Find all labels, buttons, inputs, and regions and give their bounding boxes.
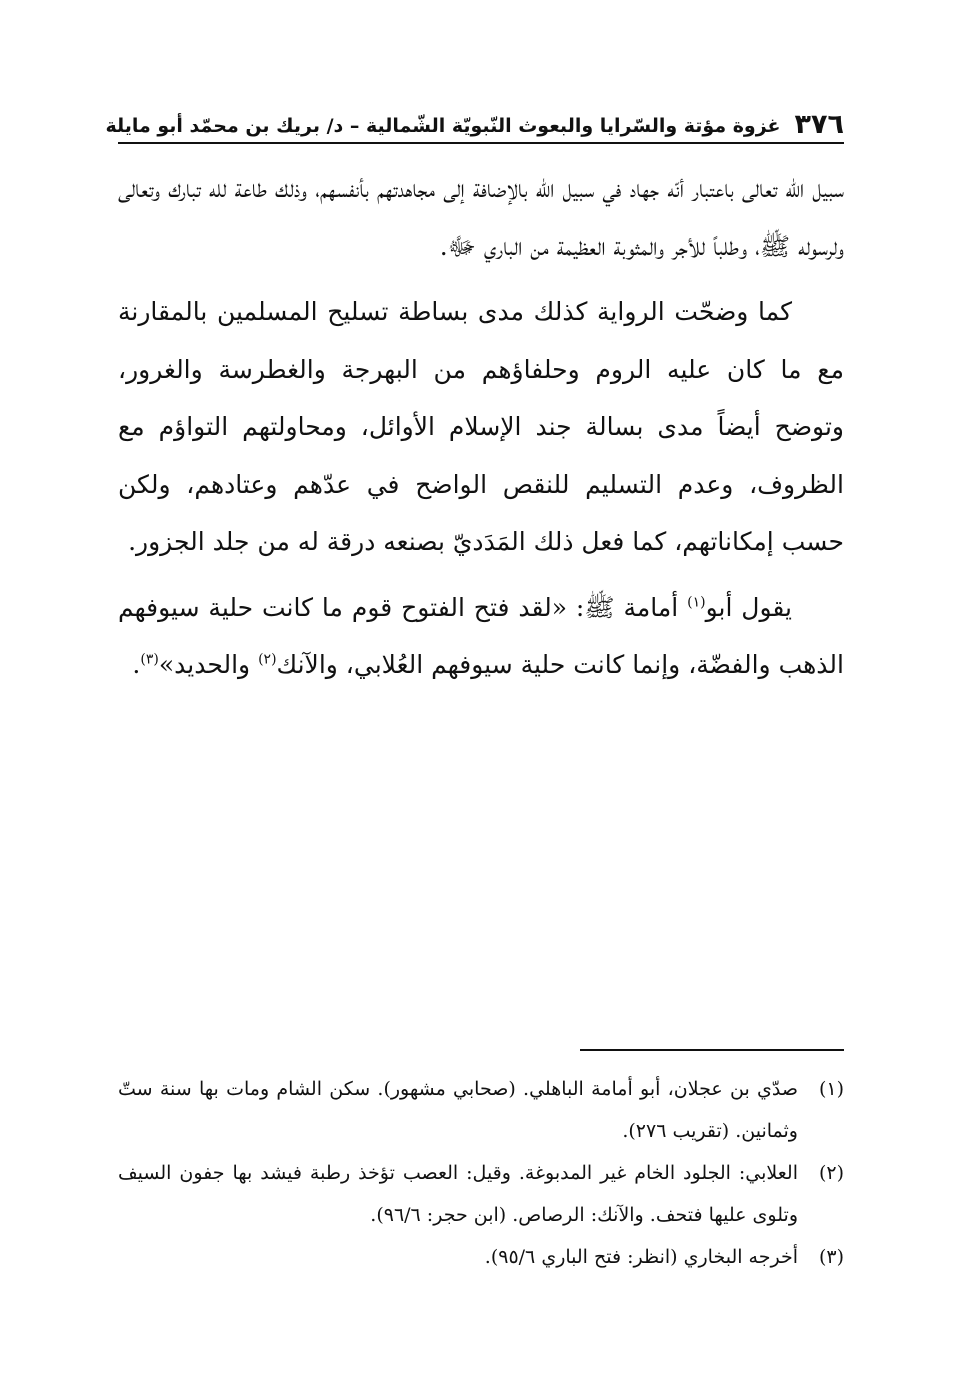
footnote-ref-1[interactable]: (١) [687,594,706,611]
footnote-1 [118,1068,844,1152]
running-header [105,92,844,144]
footnotes [118,1068,844,1278]
header-title: غزوة مؤتة والسّرايا والبعوث النّبويّة الشّمالية – د/ بريك بن محمّد أبو مايلة [105,115,781,138]
footnote-number: (٢) [818,1162,844,1184]
paragraph-2: كما وضحّت الرواية كذلك مدى بساطة تسليح المسلمين بالمقارنة مع ما كان عليه الروم وحلفاؤهم من البهرجة والغطرسة والغرور، وتوضح أيضاً مدى بسالة جند الإسلام الأوائل، ومحاولتهم التواؤم مع الظروف، وعدم التسليم للنقص الواضح في عدّهم وعتادهم، ولكن حسب إمكاناتهم، كما فعل ذلك المَدَديّ بصنعه درقة له من جلد الجزور. [118,297,844,556]
footnote-text: العلابي: الجلود الخام غير المدبوغة. وقيل: العصب تؤخذ رطبة فيشد بها جفون السيف وتلوى عليها فتحف. والآنك: الرصاص. (ابن حجر: ٩٦/٦). [118,1162,798,1226]
paragraph-3 [118,579,844,694]
paragraph-1: سبيل الله تعالى باعتبار أنّه جهاد في سبيل الله بالإضافة إلى مجاهدتهم بأنفسهم، وذلك طاعة لله تبارك وتعالى ولرسوله ﷺ، وطلباً للأجر والمثوبة العظيمة من الباري ﷻ. [118,174,844,261]
body-text [118,160,844,694]
paragraph-3-text-b: أمامة ﷺ: «لقد فتح الفتوح قوم ما كانت حلية سيوفهم الذهب والفضّة، وإنما كانت حلية سيوفهم العُلابي، والآنك [118,592,844,679]
footnote-2 [118,1152,844,1236]
footnote-text: أخرجه البخاري (انظر: فتح الباري ٩٥/٦). [484,1246,798,1268]
footnote-3 [118,1236,844,1278]
paragraph-3-text-d: . [132,650,141,679]
paragraph-3-text-c: والحديد» [158,650,259,679]
footnote-text: صدّي بن عجلان، أبو أمامة الباهلي. (صحابي مشهور). سكن الشام ومات بها سنة ستّ وثمانين. (تقريب ٢٧٦). [118,1078,798,1142]
footnote-ref-2[interactable]: (٢) [258,651,277,668]
paragraph-3-text-a: يقول أبو [705,592,792,622]
footnote-divider [580,1049,844,1051]
footnote-number: (١) [818,1078,844,1100]
page-number: ٣٧٦ [794,109,844,140]
footnote-number: (٣) [818,1246,844,1268]
footnote-ref-3[interactable]: (٣) [140,651,159,668]
